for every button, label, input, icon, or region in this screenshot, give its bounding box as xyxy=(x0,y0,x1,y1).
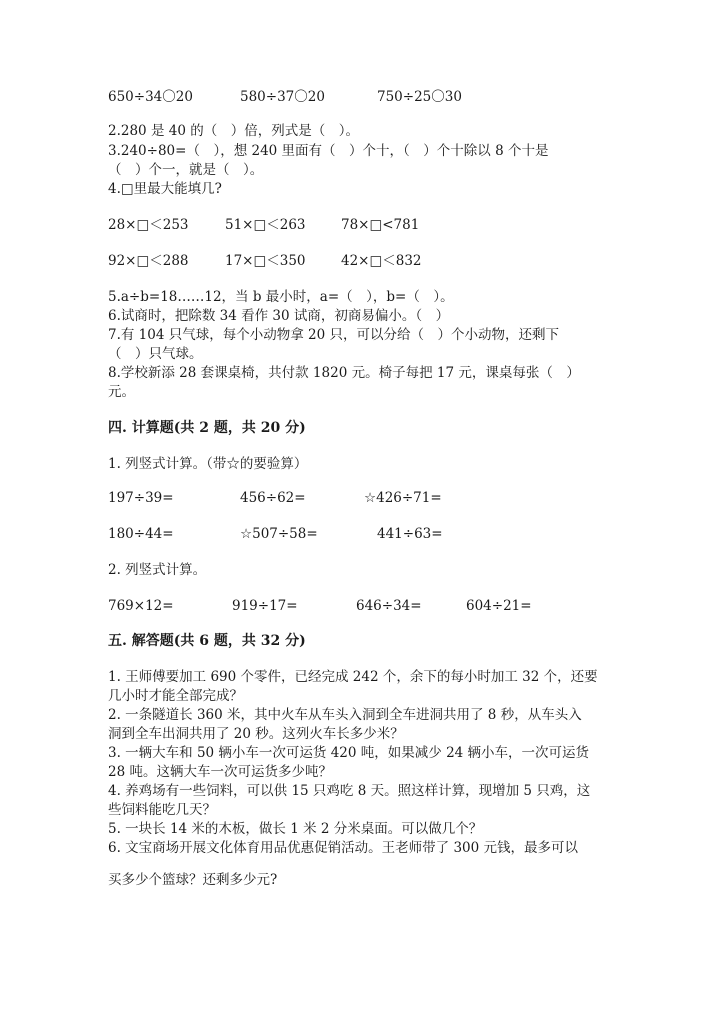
calc-item: ☆507÷58= xyxy=(240,526,318,542)
box-item: 51×□＜263 xyxy=(225,217,306,233)
question-2: 2.280 是 40 的（ ）倍，列式是（ ）。 xyxy=(108,123,359,139)
question-5: 5.a÷b=18……12，当 b 最小时，a=（ ），b=（ ）。 xyxy=(108,289,454,305)
calc-item: 919÷17= xyxy=(232,598,298,614)
calc-item: 646÷34= xyxy=(356,598,422,614)
box-row-2 xyxy=(0,252,720,270)
compare-item: 580÷37〇20 xyxy=(240,89,325,105)
section-5-title: 五. 解答题(共 6 题，共 32 分) xyxy=(108,633,306,649)
calc-item: 456÷62= xyxy=(240,490,306,506)
answer-question-line: 28 吨。这辆大车一次可运货多少吨？ xyxy=(108,764,332,780)
answer-question-line: 4. 养鸡场有一些饲料，可以供 15 只鸡吃 8 天。照这样计算，现增加 5 只鸡，这 xyxy=(108,783,591,799)
question-4: 4.□里最大能填几? xyxy=(108,181,222,197)
calc-item: 197÷39= xyxy=(108,490,174,506)
answer-question-line: 些饲料能吃几天？ xyxy=(108,802,216,818)
answer-question-line: 6. 文宝商场开展文化体育用品优惠促销活动。王老师带了 300 元钱，最多可以 xyxy=(108,840,579,856)
question-8-line1: 8.学校新添 28 套课桌椅，共付款 1820 元。椅子每把 17 元，课桌每张（ ） xyxy=(108,365,580,381)
section-4-sub2: 2. 列竖式计算。 xyxy=(108,562,207,578)
calc-item: 604÷21= xyxy=(466,598,532,614)
box-row-1 xyxy=(0,216,720,234)
calc-row-2 xyxy=(0,525,720,543)
compare-item: 650÷34〇20 xyxy=(108,89,193,105)
question-8-line2: 元。 xyxy=(108,384,135,400)
box-item: 92×□＜288 xyxy=(108,253,189,269)
calc-item: 180÷44= xyxy=(108,526,174,542)
question-3-line1: 3.240÷80=（ ），想 240 里面有（ ）个十，（ ）个十除以 8 个十是 xyxy=(108,143,549,159)
answer-question-line: 1. 王师傅要加工 690 个零件，已经完成 242 个，余下的每小时加工 32 个，还要 xyxy=(108,669,598,685)
calc-row-3 xyxy=(0,597,720,615)
question-3-line2: （ ）个一，就是（ ）。 xyxy=(108,162,264,178)
box-item: 28×□＜253 xyxy=(108,217,189,233)
section-4-sub1: 1. 列竖式计算。（带☆的要验算） xyxy=(108,456,308,472)
compare-item: 750÷25〇30 xyxy=(377,89,462,105)
calc-row-1 xyxy=(0,489,720,507)
calc-item: 441÷63= xyxy=(377,526,443,542)
calc-item: ☆426÷71= xyxy=(364,490,442,506)
question-6: 6.试商时，把除数 34 看作 30 试商，初商易偏小。（ ） xyxy=(108,308,450,324)
answer-question-line: 5. 一块长 14 米的木板，做长 1 米 2 分米桌面。可以做几个？ xyxy=(108,821,483,837)
box-item: 78×□<781 xyxy=(341,217,420,233)
answer-question-line: 2. 一条隧道长 360 米，其中火车从车头入洞到全车进洞共用了 8 秒，从车头入 xyxy=(108,707,582,723)
box-item: 42×□＜832 xyxy=(341,253,422,269)
answer-question-last-line: 买多少个篮球？还剩多少元? xyxy=(108,872,278,888)
compare-row xyxy=(0,88,720,106)
answer-question-line: 3. 一辆大车和 50 辆小车一次可运货 420 吨，如果减少 24 辆小车，一次可运货 xyxy=(108,745,590,761)
calc-item: 769×12= xyxy=(108,598,174,614)
question-7-line2: （ ）只气球。 xyxy=(108,346,203,362)
section-4-title: 四. 计算题(共 2 题，共 20 分) xyxy=(108,420,306,436)
box-item: 17×□＜350 xyxy=(225,253,306,269)
answer-question-line: 洞到全车出洞共用了 20 秒。这列火车长多少米？ xyxy=(108,726,404,742)
question-7-line1: 7.有 104 只气球，每个小动物拿 20 只，可以分给（ ）个小动物，还剩下 xyxy=(108,327,559,343)
answer-question-line: 几小时才能全部完成？ xyxy=(108,688,243,704)
